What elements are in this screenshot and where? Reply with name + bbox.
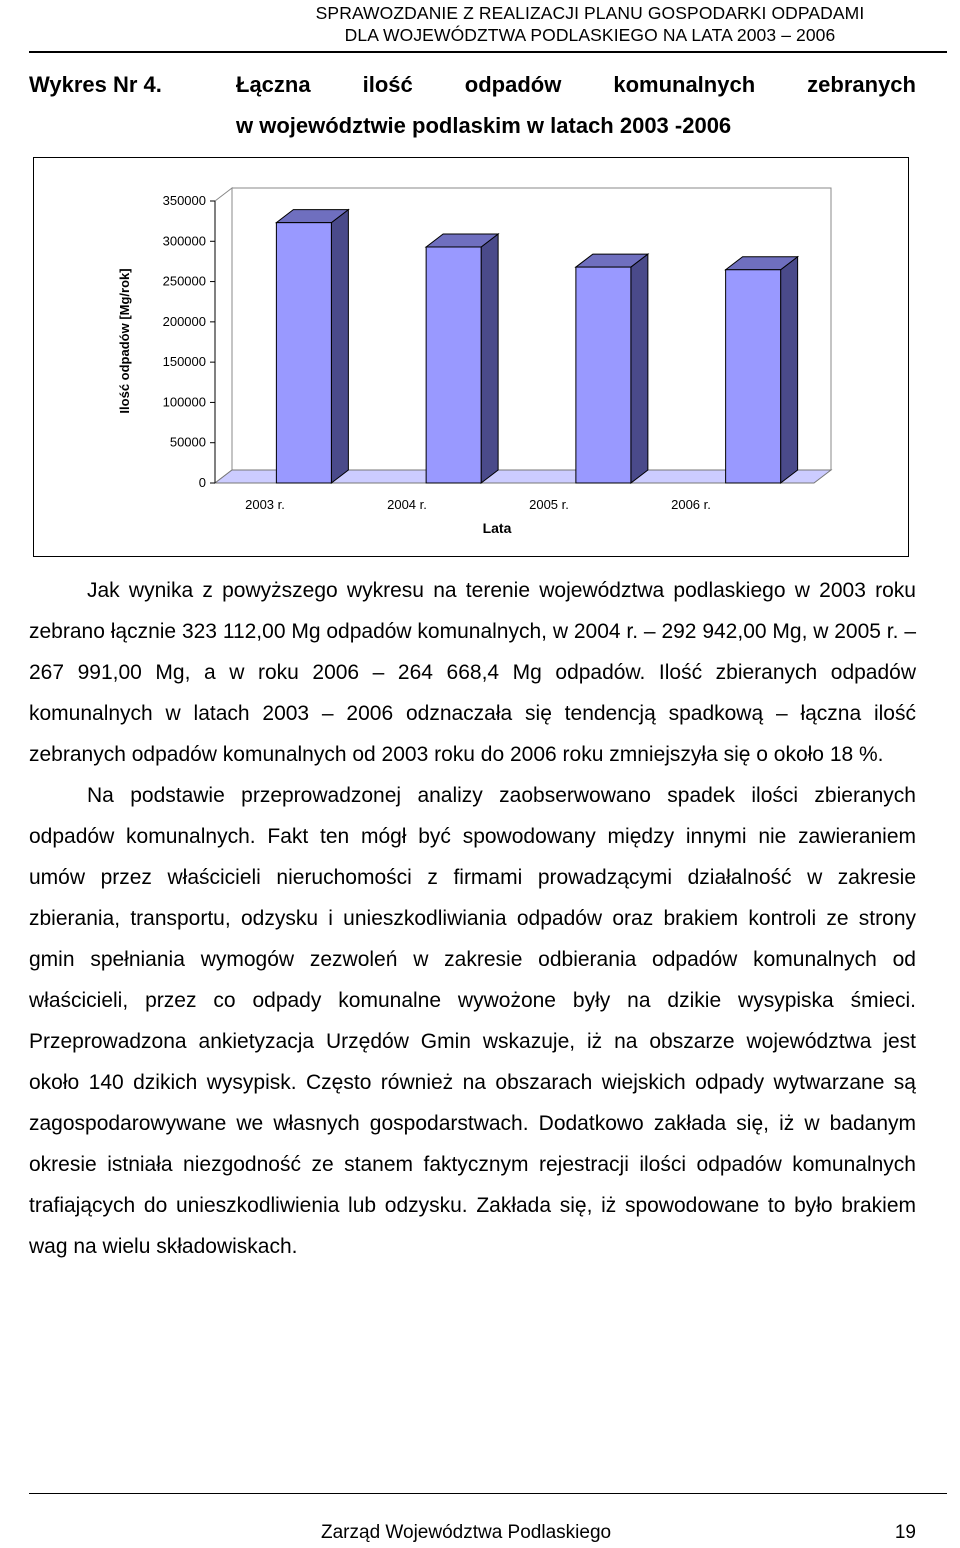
bar-side (781, 257, 798, 483)
header-line-2: DLA WOJEWÓDZTWA PODLASKIEGO NA LATA 2003 – 2006 (344, 25, 836, 45)
bar (576, 267, 631, 483)
x-tick-label: 2004 r. (387, 497, 427, 512)
chart-side-wall (215, 188, 232, 483)
header-rule (29, 51, 947, 53)
bar-side (331, 210, 348, 483)
page-number: 19 (894, 1522, 916, 1543)
y-tick-label: 100000 (162, 394, 206, 410)
figure-title-word: odpadów (464, 72, 562, 97)
y-tick-label: 300000 (162, 233, 206, 249)
bar-side (481, 234, 498, 483)
figure-title-word: komunalnych (613, 72, 756, 97)
y-axis-title: Ilość odpadów [Mg/rok] (117, 268, 132, 414)
running-header (260, 2, 920, 46)
y-tick-label: 50000 (169, 434, 206, 450)
figure-title-line-1 (236, 72, 916, 98)
paragraph-2: Na podstawie przeprowadzonej analizy zaobserwowano spadek ilości zbieranych odpadów komunalnych. Fakt ten mógł być spowodowany między innymi nie zawieraniem umów przez właścicieli nieruchomości z firmami prowadzącymi działalność w zakresie zbierania, transportu, odzysku i unieszkodliwiania odpadów oraz brakiem kontroli ze strony gmin spełniania wymogów zezwoleń w zakresie odbierania odpadów komunalnych od właścicieli, przez co odpady komunalne wywożone były na dzikie wysypiska śmieci. Przeprowadzona ankietyzacja Urzędów Gmin wskazuje, iż na obszarze województwa jest około 140 dzikich wysypisk. Często również na obszarach wiejskich odpady wytwarzane są zagospodarowywane we własnych gospodarstwach. Dodatkowo zakłada się, iż w badanym okresie istniała niezgodność ze stanem faktycznym rejestracji ilości odpadów komunalnych trafiających do unieszkodliwienia lub odzysku. Zakłada się, iż spowodowane to było brakiem wag na wielu składowiskach. (29, 784, 916, 1258)
bar (276, 223, 331, 483)
footer-rule (29, 1493, 947, 1494)
bar (726, 270, 781, 483)
figure-title-line-2: w województwie podlaskim w latach 2003 -2006 (236, 113, 732, 138)
header-line-1: SPRAWOZDANIE Z REALIZACJI PLANU GOSPODARKI ODPADAMI (315, 3, 865, 23)
body-text (29, 570, 916, 1267)
figure-title-word: ilość (362, 72, 413, 97)
y-tick-label: 350000 (162, 193, 206, 208)
figure-title-word: zebranych (807, 72, 916, 97)
figure-title-word: Łączna (236, 72, 311, 97)
x-tick-label: 2006 r. (671, 497, 711, 512)
footer-organization: Zarząd Województwa Podlaskiego (321, 1522, 612, 1543)
bar (426, 247, 481, 483)
y-tick-label: 200000 (162, 313, 206, 329)
bar-chart (33, 157, 909, 557)
bar-chart-svg (34, 158, 908, 556)
paragraph-1: Jak wynika z powyższego wykresu na terenie województwa podlaskiego w 2003 roku zebrano łącznie 323 112,00 Mg odpadów komunalnych, w 2004 r. – 292 942,00 Mg, w 2005 r. – 267 991,00 Mg, a w roku 2006 – 264 668,4 Mg odpadów. Ilość zbieranych odpadów komunalnych w latach 2003 – 2006 odznaczała się tendencją spadkową – łączna ilość zebranych odpadów komunalnych od 2003 roku do 2006 roku zmniejszyła się o około 18 %. (29, 579, 916, 766)
y-tick-label: 0 (198, 475, 206, 490)
figure-label: Wykres Nr 4. (29, 72, 162, 97)
x-axis-title: Lata (482, 520, 512, 536)
y-tick-label: 150000 (162, 354, 206, 370)
x-tick-label: 2005 r. (529, 497, 569, 512)
x-tick-label: 2003 r. (245, 497, 285, 512)
bar-side (631, 254, 648, 483)
y-tick-label: 250000 (162, 273, 206, 289)
